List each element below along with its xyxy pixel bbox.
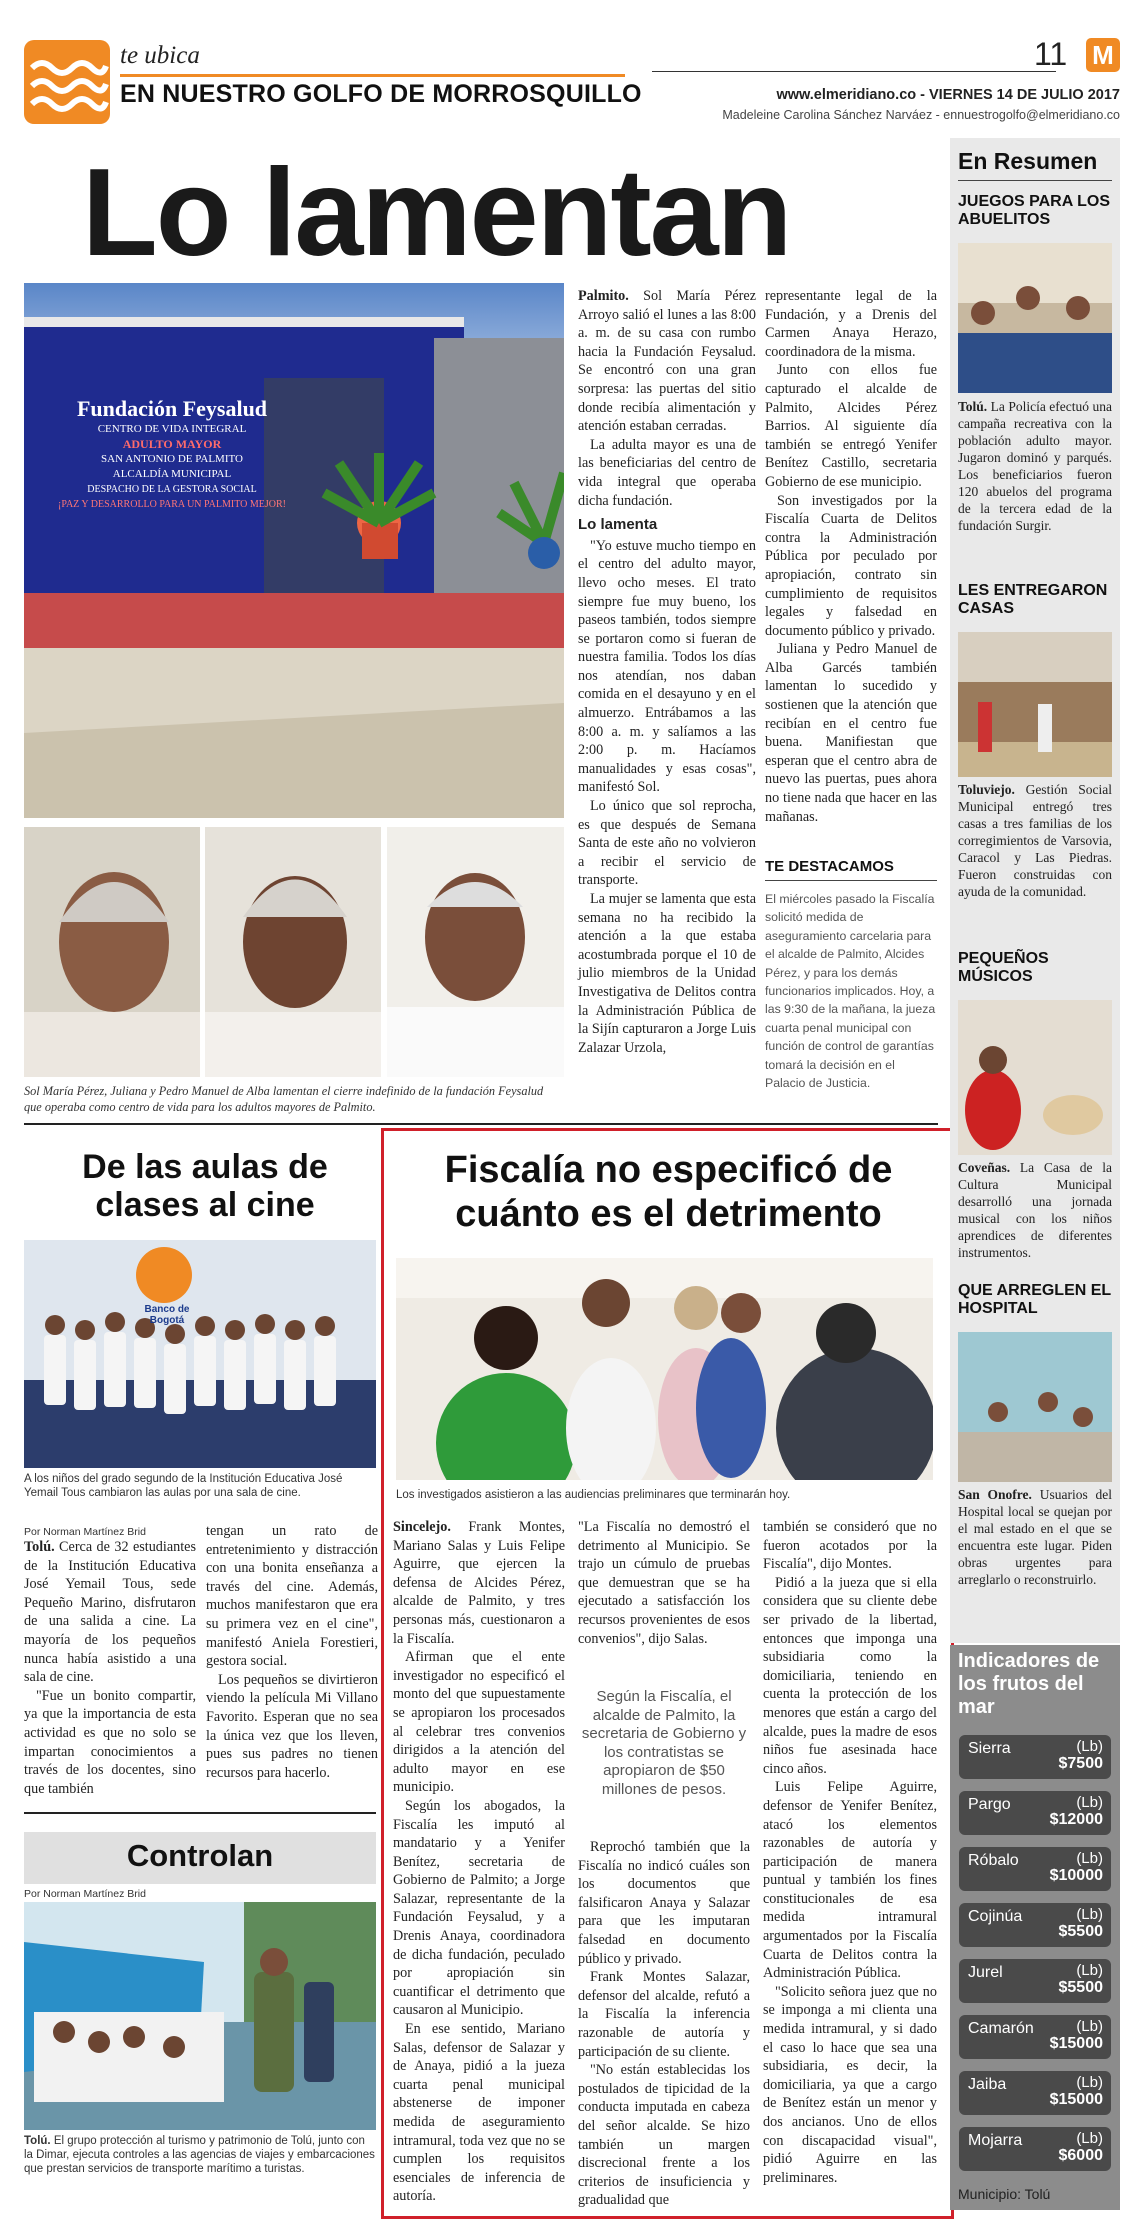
price-row	[959, 1903, 1111, 1947]
fiscalia-caption: Los investigados asistieron a las audiencias preliminares que terminarán hoy.	[396, 1489, 791, 1501]
pull-quote: Según la Fiscalía, el alcalde de Palmito, la secretaria de Gobierno y los contratistas se apropiaron de $50 millones de pesos.	[581, 1688, 747, 1798]
sign-line: SAN ANTONIO DE PALMITO	[101, 453, 243, 465]
fish-name: Sierra	[968, 1740, 1011, 1757]
section-kicker: te ubica	[120, 42, 200, 69]
fiscalia-col-2a	[578, 1518, 750, 1648]
main-col-1	[578, 287, 756, 1057]
paragraph: Sincelejo. Frank Montes, Mariano Salas y Luis Felipe Aguirre, que ejercen la defensa de Alcides Pérez, alcalde de Palmito, y tres personas más, cuestionaron a la Fiscalía.	[393, 1519, 565, 1647]
controlan-caption: Tolú. El grupo protección al turismo y patrimonio de Tolú, junto con la Dimar, ejecuta controles a las agencias de viajes y embarcaciones que prestan servicios de transporte marítimo a turistas.	[24, 2135, 375, 2175]
sidebar-item-text: Tolú. La Policía efectuó una campaña recreativa con la población adulto mayor. Jugaron dominó y parqués. Los beneficiarios fueron 120 abuelos del programa de la tercera edad de la fundación Surgir.	[958, 399, 1112, 533]
fish-price: $12000	[1049, 1811, 1103, 1828]
paragraph: Luis Felipe Aguirre, defensor de Yenifer Benítez, atacó los elementos razonables de autoría y participación de manera puntual y también los fines constitucionales de esa medida intramural argumentados por la Fiscalía Cuarta de Delitos contra la Administración Pública.	[763, 1779, 937, 1982]
cine-headline: De las aulas de clases al cine	[82, 1148, 328, 1224]
sidebar-photo	[958, 1332, 1112, 1482]
sidebar-photo	[958, 243, 1112, 393]
paragraph: Tolú. Cerca de 32 estudiantes de la Institución Educativa José Yemail Tous, sede Pequeño Marino, disfrutaron de una salida a cine. La mayoría de los pequeños nunca había asistido a una sala de cine.	[24, 1539, 196, 1686]
cine-author: Por Norman Martínez Brid	[24, 1526, 146, 1538]
controlan-author: Por Norman Martínez Brid	[24, 1888, 146, 1900]
price-unit: (Lb)	[1076, 1850, 1103, 1867]
paragraph: "Solicito señora juez que no se imponga a mi clienta una medida intramural, y si dado el caso lo hace que sea una subsidiaria, es decir, la domiciliaria, ya que a cargo de Benítez están un menor y dos ancianos. Uno de ellos con discapacidad visual", pidió Aguirre en las preliminares.	[763, 1983, 937, 2186]
paragraph: Lo único que sol reprocha, es que después de Semana Santa de este año no volvieron a recibir el servicio de transporte.	[578, 798, 756, 889]
fiscalia-col-3	[763, 1518, 937, 2187]
price-row	[959, 2127, 1111, 2171]
sign-line: DESPACHO DE LA GESTORA SOCIAL	[87, 484, 257, 495]
paragraph: "No están establecidas los postulados de tipicidad de la conducta imputada en cabeza del señor alcalde. Se hizo también un margen discrecional frente a los criterios de insuficiencia y gradualidad que	[578, 2062, 750, 2209]
sidebar-item-text: San Onofre. Usuarios del Hospital local se quejan por el mal estado en el que se encuentra este lugar. Piden obras urgentes para arreglarlo o reconstruirlo.	[958, 1487, 1112, 1587]
paragraph: Junto con ellos fue capturado el alcalde de Palmito, Alcides Pérez Barrios. Al siguiente día también se entregó Yenifer Benítez Castillo, secretaria Gobierno de ese municipio.	[765, 362, 937, 490]
paragraph: Según los abogados, la Fiscalía les imputó al mandatario y a Yenifer Benítez, secretaria de Gobierno de Palmito; a Jorge Salazar, representante de la Fundación Feysalud, y a Drenis Anaya, coordinadora de dicha fundación, peculado por apropiación sin cuantificar el detrimento que causaron al Municipio.	[393, 1797, 565, 2019]
fish-name: Róbalo	[968, 1852, 1019, 1869]
price-row	[959, 2015, 1111, 2059]
price-row	[959, 1735, 1111, 1779]
portrait-photo	[24, 827, 200, 1077]
paragraph: En ese sentido, Mariano Salas, defensor de Salazar y de Anaya, pidió a la jueza cuarta penal municipal abstenerse de imponer medida de aseguramiento intramural, toda vez que no se cumplen los requisitos esenciales de inferencia de autoría.	[393, 2021, 565, 2205]
section-title: EN NUESTRO GOLFO DE MORROSQUILLO	[120, 80, 642, 108]
paragraph: Pidió a la jueza que si ella considera que su cliente debe ser privado de la libertad, entonces que imponga una subsidiaria como la domiciliaria, teniendo en cuenta la protección de los menores que están a cargo del alcalde, pues la madre de esos niños fue asesinada hace cinco años.	[763, 1574, 937, 1777]
fish-name: Mojarra	[968, 2132, 1023, 2149]
fiscalia-col-2b	[578, 1838, 750, 2210]
fish-name: Pargo	[968, 1796, 1011, 1813]
fish-name: Cojinúa	[968, 1908, 1023, 1925]
sign-line: ADULTO MAYOR	[122, 437, 222, 451]
cine-photo	[24, 1240, 376, 1468]
main-photo-caption: Sol María Pérez, Juliana y Pedro Manuel de Alba lamentan el cierre indefinido de la fundación Feysalud que operaba como centro de vida para los adultos mayores de Palmito.	[24, 1084, 544, 1114]
fiscalia-headline: Fiscalía no especificó de cuánto es el detrimento	[444, 1149, 893, 1235]
price-unit: (Lb)	[1076, 1738, 1103, 1755]
paragraph: "La Fiscalía no demostró el detrimento al Municipio. Se trajo un cúmulo de pruebas que demuestran que se ha ejecutado a satisfacción los recursos provenientes de esos convenios", dijo Salas.	[578, 1519, 750, 1647]
fish-price: $15000	[1049, 2091, 1103, 2108]
header-rule	[120, 74, 625, 77]
highlight-title: TE DESTACAMOS	[765, 858, 894, 875]
fiscalia-photo	[396, 1258, 933, 1480]
sidebar-item-text: Toluviejo. Gestión Social Municipal entregó tres casas a tres familias de los corregimientos de Varsovia, Caracol y Las Piedras. Fueron construidas con ayuda de la comunidad.	[958, 782, 1112, 899]
sidebar-photo	[958, 1000, 1112, 1155]
cine-caption: A los niños del grado segundo de la Institución Educativa José Yemail Tous cambiaron las aulas por una sala de cine.	[24, 1473, 343, 1499]
paragraph: La adulta mayor es una de las beneficiarias del centro de vida integral que operaba dicha fundación.	[578, 436, 756, 509]
fish-name: Jaiba	[968, 2076, 1007, 2093]
cine-col-1	[24, 1538, 196, 1798]
page-number: 11	[1034, 36, 1068, 72]
byline: Madeleine Carolina Sánchez Narváez - ennuestrogolfo@elmeridiano.co	[722, 108, 1120, 122]
sidebar-title-rule	[958, 180, 1112, 181]
cine-col-2	[206, 1522, 378, 1782]
controlan-photo	[24, 1902, 376, 2130]
section-divider	[24, 1123, 938, 1125]
sidebar-item-text: Coveñas. La Casa de la Cultura Municipal desarrolló una jornada musical con los niños aprendices de diferentes instrumentos.	[958, 1160, 1112, 1260]
main-col-2	[765, 287, 937, 826]
paragraph: Frank Montes Salazar, defensor del alcalde, refutó a la Fiscalía la inferencia razonable de autoría y participación de su cliente.	[578, 1969, 750, 2060]
section-divider	[24, 1812, 376, 1814]
prices-title: Indicadores de los frutos del mar	[958, 1650, 1100, 1718]
portrait-photo	[205, 827, 381, 1077]
top-right-rule	[652, 71, 1056, 72]
paragraph: "Fue un bonito compartir, ya que la importancia de esta actividad es que no solo se impartan conocimientos a través de los docentes, sino que también	[24, 1687, 196, 1797]
controlan-headline: Controlan	[126, 1838, 274, 1873]
sign-line: ¡PAZ Y DESARROLLO PARA UN PALMITO MEJOR!	[57, 499, 286, 510]
paragraph: "Yo estuve mucho tiempo en el centro del adulto mayor, llevo ocho meses. El trato siempre fue muy bueno, los paseos también, todos siempre se portaron como si fueran de nuestra familia. Todos los días nos atendían, nos daban comida en el desayuno y en el almuerzo. Entrábamos a las 8:00 a. m. y salíamos a las 2:00 p. m. Hacíamos manualidades y esas cosas", manifestó Sol.	[578, 537, 756, 796]
price-unit: (Lb)	[1076, 1962, 1103, 1979]
fish-price: $7500	[1058, 1755, 1103, 1772]
sidebar-photo	[958, 632, 1112, 777]
fish-price: $10000	[1049, 1867, 1103, 1884]
fish-price: $15000	[1049, 2035, 1103, 2052]
paragraph: La mujer se lamenta que esta semana no ha recibido la atención a la que estaba acostumbrada porque el 10 de julio miembros de la Unidad Investigativa de Delitos contra la Administración Pública de la Sijín capturaron a Jorge Luis Zalazar Urzola,	[578, 891, 756, 1056]
paragraph: también se consideró que no fueron acotados por la Fiscalía", dijo Montes.	[763, 1519, 937, 1573]
fish-price: $5500	[1058, 1923, 1103, 1940]
sidebar-title: En Resumen	[958, 148, 1098, 174]
paragraph: Afirman que el ente investigador no especificó el monto del que supuestamente se apropiaron los procesados al celebrar tres convenios dirigidos a la atención del adulto mayor en ese municipio.	[393, 1649, 565, 1796]
sign-line: CENTRO DE VIDA INTEGRAL	[97, 423, 247, 435]
main-photo	[24, 283, 564, 818]
section-logo	[24, 40, 110, 124]
price-unit: (Lb)	[1076, 2018, 1103, 2035]
price-unit: (Lb)	[1076, 2074, 1103, 2091]
price-unit: (Lb)	[1076, 1794, 1103, 1811]
fish-name: Jurel	[968, 1964, 1003, 1981]
sidebar-item-heading: QUE ARREGLEN EL HOSPITAL	[958, 1282, 1111, 1317]
highlight-rule	[765, 880, 937, 881]
paragraph: representante legal de la Fundación, y a Drenis del Carmen Anaya Herazo, coordinadora de la misma.	[765, 288, 937, 360]
fish-name: Camarón	[968, 2020, 1034, 2037]
paragraph: Son investigados por la Fiscalía Cuarta de Delitos contra la Administración Pública por peculado por apropiación, contrato sin cumplimiento de requisitos legales y falsedad en documento público y privado.	[765, 492, 937, 639]
brand-logo: M	[1086, 38, 1120, 72]
sidebar-item-heading: JUEGOS PARA LOS ABUELITOS	[958, 193, 1111, 228]
subhead: Lo lamenta	[578, 516, 658, 534]
sign-title: Fundación Feysalud	[76, 396, 268, 421]
price-row	[959, 2071, 1111, 2115]
fiscalia-col-1	[393, 1518, 565, 2206]
sidebar-item-heading: PEQUEÑOS MÚSICOS	[958, 950, 1049, 985]
paragraph: Palmito. Sol María Pérez Arroyo salió el lunes a las 8:00 a. m. de su casa con rumbo hacia la Fundación Feysalud. Se encontró con una gran sorpresa: las puertas del sitio donde recibía alimentación y atención estaban cerradas.	[578, 288, 756, 435]
paragraph: tengan un rato de entretenimiento y distracción con una bonita enseñanza a través del cine. Además, muchos manifestaron que era su primera vez en el cine", manifestó Aniela Forestieri, gestora social.	[206, 1523, 378, 1670]
paragraph: Reprochó también que la Fiscalía no indicó cuáles son los documentos que falsificaron Anaya y Salazar para que les imputaran falsedad en documento público y privado.	[578, 1839, 750, 1967]
prices-list	[950, 1735, 1120, 2185]
paragraph: Los pequeños se divirtieron viendo la película Mi Villano Favorito. Esperan que no sea la única vez que los lleven, pues sus padres no tienen recursos para hacerlo.	[206, 1671, 378, 1781]
fish-price: $5500	[1058, 1979, 1103, 1996]
fish-price: $6000	[1058, 2147, 1103, 2164]
photo-banner: Banco de Bogotá	[144, 1304, 190, 1326]
highlight-text: El miércoles pasado la Fiscalía solicitó medida de aseguramiento carcelaria para el alcalde de Palmito, Alcides Pérez, y para los demás funcionarios implicados. Hoy, a las 9:30 de la mañana, la jueza cuarta penal municipal con función de control de garantías tomará la decisión en el Palacio de Justicia.	[765, 892, 936, 1091]
prices-footer: Municipio: Tolú	[958, 2186, 1051, 2202]
sign-text	[32, 396, 312, 512]
paragraph: Juliana y Pedro Manuel de Alba Garcés también lamentan lo sucedido y sostienen que la atención que recibían en el centro fue buena. Manifiestan que esperan que el centro abra de nuevo las puertas, pues ahora no tiene nada que hacer en las mañanas.	[765, 641, 937, 825]
sidebar-item-heading: LES ENTREGARON CASAS	[958, 582, 1108, 617]
price-unit: (Lb)	[1076, 2130, 1103, 2147]
waves-icon	[24, 40, 110, 124]
sign-line: ALCALDÍA MUNICIPAL	[112, 468, 232, 480]
portrait-photo	[387, 827, 564, 1077]
site-date: www.elmeridiano.co - VIERNES 14 DE JULIO 2017	[776, 87, 1120, 103]
price-row	[959, 1847, 1111, 1891]
main-headline: Lo lamentan	[82, 144, 791, 282]
price-unit: (Lb)	[1076, 1906, 1103, 1923]
price-row	[959, 1959, 1111, 2003]
price-row	[959, 1791, 1111, 1835]
